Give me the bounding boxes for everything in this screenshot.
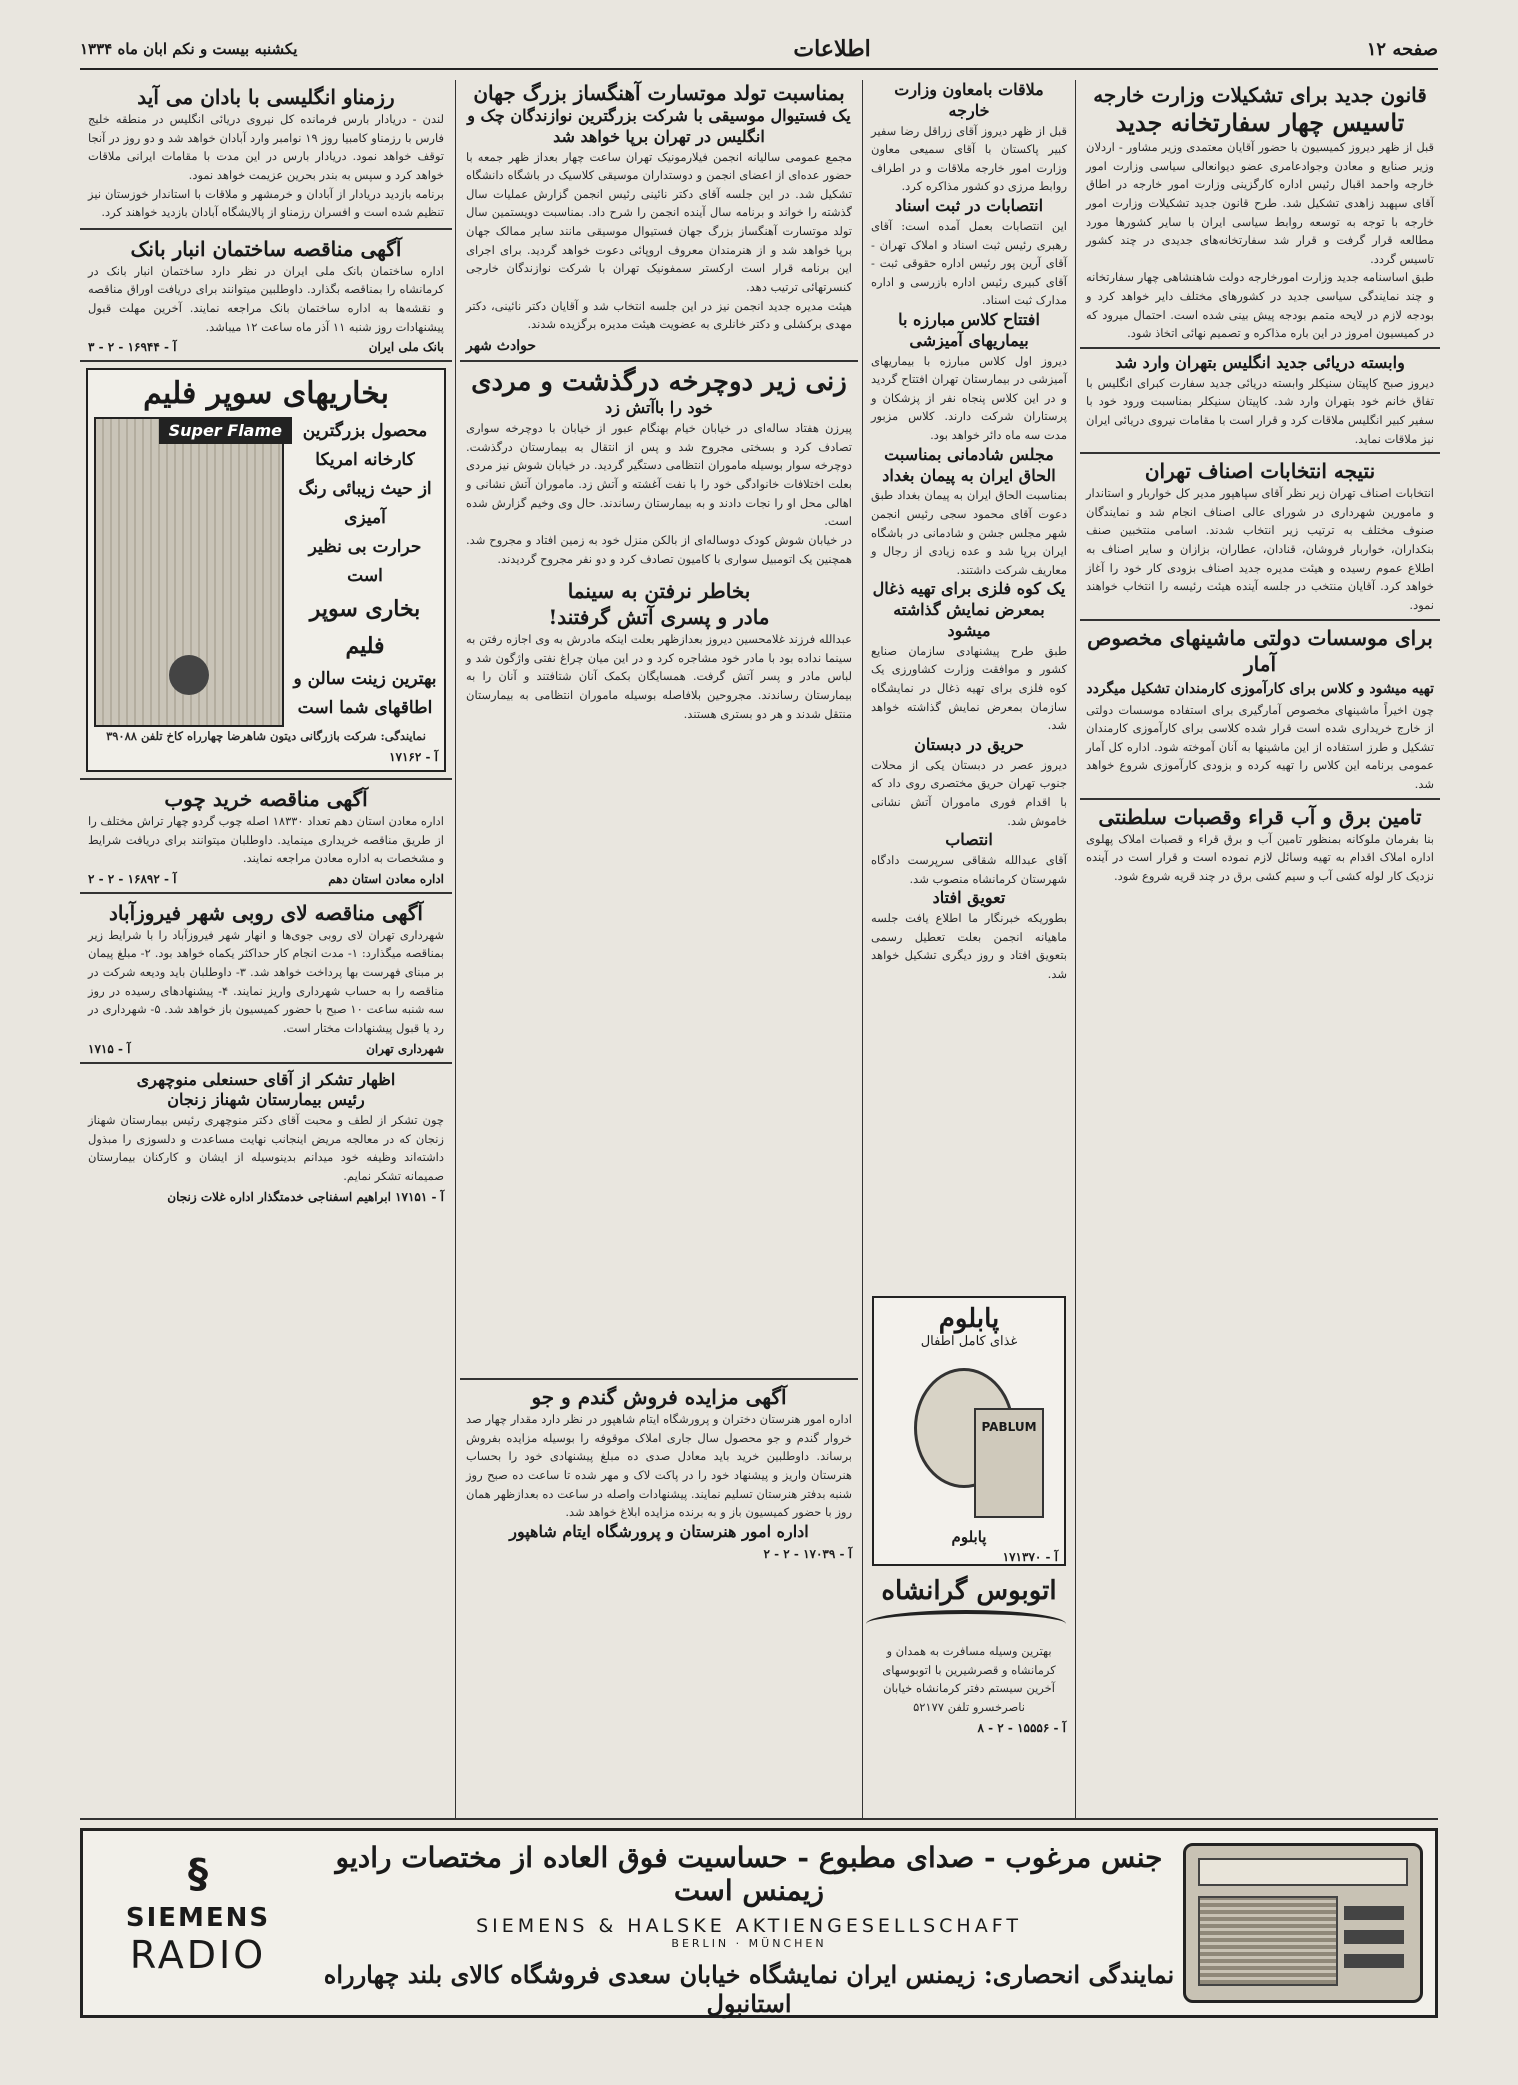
headline-guild-elections: نتیجه انتخابات اصناف تهران	[1144, 459, 1376, 484]
article-text: دیروز عصر در دبستان یکی از محلات جنوب تهران حریق مختصری روی داد که با اقدام فوری ماموران آتش نشانی خاموش شد.	[871, 757, 1067, 828]
article-text: قبل از ظهر دیروز آقای زراقل رضا سفیر کبیر پاکستان با آقای سمیعی معاون وزارت امور خارجه ملاقات و در اطراف روابط مرزی دو کشور مذاکره کرد.	[871, 123, 1067, 194]
headline-disease-class: افتتاح کلاس مبارزه با بیماریهای آمیزشی	[898, 310, 1040, 350]
section-tag: حوادث شهر	[466, 337, 536, 354]
article-text: این انتصابات بعمل آمده است: آقای رهبری رئیس ثبت اسناد و املاک تهران - آقای آرین پور رئیس اداره حقوقی ثبت - آقای کبیری رئیس اداره بازرسی و اداره مدارک ثبت اسناد.	[871, 218, 1067, 308]
column-rule	[455, 80, 456, 1820]
column-mid-right	[866, 78, 1072, 1823]
bus-ad	[866, 1570, 1072, 1752]
headline-thanks: اظهار تشکر از آقای حسنعلی منوچهری	[136, 1069, 396, 1089]
ad-ref: آ - ۱۶۸۹۲ - ۲ - ۲	[88, 871, 177, 886]
ad-ref: آ - ۱۵۵۵۶ - ۲ - ۸	[977, 1720, 1066, 1735]
pablum-brand: پابلوم	[951, 1528, 987, 1546]
siemens-radio-ad	[80, 1828, 1438, 2018]
ad-ref: آ - ۱۷۰۳۹ - ۲ - ۲	[763, 1546, 852, 1561]
headline-dredging-tender: آگهی مناقصه لای روبی شهر فیروزآباد	[109, 900, 423, 925]
pablum-ad	[866, 1290, 1072, 1572]
headline-embassies: تاسیس چهار سفارتخانه جدید	[1115, 108, 1405, 137]
headline-wood-tender: آگهی مناقصه خرید چوب	[164, 786, 368, 811]
headline-postponed: تعویق افتاد	[932, 888, 1006, 908]
headline-royal-villages: تامین برق و آب قراء وقصبات سلطنتی	[1098, 804, 1422, 829]
article-text: عبدالله فرزند غلامحسین دیروز بعدازظهر بعلت اینکه مادرش به وی اجازه رفتن به سینما نداده بود با مادر خود مشاجره کرد و در این میان چراغ نفتی واژگون شد و لباس مادر و پسر آتش گرفت. همسایگان بکمک آنان شتافتند و آنان را به بیمارستان رساندند. مجروحین بلافاصله بوسیله ماموران انتظامی به بیمارستان منتقل شدند و هر دو بستری هستند.	[466, 632, 852, 721]
headline-cinema: بخاطر نرفتن به سینما	[567, 579, 751, 604]
ad-source: اداره معادن استان دهم	[328, 871, 444, 886]
article-text: اداره امور هنرستان دختران و پرورشگاه ایتام شاهپور در نظر دارد مقدار چهار صد خروار گندم و جو محصول سال جاری املاک موقوفه را بوسیله مزایده بفروش برساند. داوطلبین خرید باید معادل صدی ده مبلغ پیشنهادی خود را بحساب هنرستان واریز و پیشنهاد خود را در پاکت لاک و مهر شده تا ساعت ده صبح روز شنبه بدفتر هنرستان تسلیم نمایند. پیشنهادات واصله در ساعت ده بعدازظهر همان روز با حضور کمیسیون باز و به برنده مزایده ابلاغ خواهد شد.	[466, 1412, 852, 1520]
headline-deputy-meeting: ملاقات بامعاون وزارت خارجه	[894, 80, 1044, 120]
heater-line: محصول بزرگترین کارخانه امریکا	[302, 421, 428, 471]
ad-signature: اداره امور هنرستان و پرورشگاه ایتام شاهپور	[509, 1521, 809, 1541]
headline-bicycle: زنی زیر دوچرخه درگذشت و مردی	[471, 366, 847, 397]
subheadline: مادر و پسری آتش گرفتند!	[548, 605, 770, 630]
radio-dial	[1198, 1858, 1408, 1886]
heater-illustration	[94, 417, 284, 727]
column-mid-left	[460, 78, 858, 1823]
heater-line: حرارت بی نظیر است	[308, 536, 422, 586]
heater-headline: بخاریهای سوپر فلیم	[143, 376, 389, 412]
article-text: دیروز اول کلاس مبارزه با بیماریهای آمیزشی در بیمارستان تهران افتتاح گردید و در این کلاس پنجاه نفر از پزشکان و پرستاران شرکت دارند. کلاس مزبور مدت سه ماه دائر خواهد بود.	[871, 353, 1067, 443]
ad-ref: آ - ۱۷۱۳۷۰	[1002, 1550, 1058, 1564]
ad-ref: آ - ۱۷۱۶۲	[389, 749, 438, 764]
headline-metal-kiln: یک کوه فلزی برای تهیه ذغال بمعرض نمایش گذاشته میشود	[872, 579, 1066, 641]
ad-source: بانک ملی ایران	[368, 340, 444, 355]
issue-date: یکشنبه بیست و نکم ابان ماه ۱۳۳۴	[80, 40, 298, 58]
article-text: چون اخیراً ماشینهای مخصوص آمارگیری برای استفاده موسسات دولتی از خارج خریداری شده است قرار شده کلاسی برای کارآموزی کارمندان تشکیل و طرز استفاده از این ماشینها به آنان آموخته شود. اداره کل آمار عمومی برنامه این کلاس را تهیه کرده و بزودی کارآموزی شروع خواهد شد.	[1086, 702, 1434, 792]
article-text: شهرداری تهران لای روبی جوی‌ها و انهار شهر فیروزآباد را با شرایط زیر بمناقصه میگذارد: ۱- مدت انجام کار حداکثر یکماه خواهد بود. ۲- مبلغ پیمان بر مبنای فهرست بها پرداخت خواهد شد. ۳- داوطلبان باید ودیعه شرکت در مناقصه را به حساب شهرداری واریز نمایند. ۴- پیشنهادهای رسیده در روز سه شنبه ساعت ۱۰ صبح با حضور کمیسیون باز خواهد شد. ۵- شهرداری در رد یا قبول پیشنهادات مختار است.	[88, 927, 444, 1035]
bus-text: بهترین وسیله مسافرت به همدان و کرمانشاه و قصرشیرین با اتوبوسهای آخرین سیستم دفتر کرمانشاه خیابان ناصرخسرو تلفن ۵۲۱۷۷	[882, 1644, 1056, 1714]
radio-button	[1344, 1906, 1404, 1920]
radio-button	[1344, 1954, 1404, 1968]
pablum-box: PABLUM	[974, 1408, 1044, 1518]
headline-foreign-ministry: قانون جدید برای تشکیلات وزارت خارجه	[1093, 83, 1427, 107]
headline-statistics-machines: برای موسسات دولتی ماشینهای مخصوص آمار	[1087, 625, 1433, 676]
page-number: صفحه ۱۲	[1366, 38, 1438, 60]
column-rule	[862, 80, 863, 1820]
headline-bank-tender: آگهی مناقصه ساختمان انبار بانک	[130, 236, 402, 261]
radio-speaker-grill	[1198, 1896, 1338, 1986]
article-text: طبق طرح پیشنهادی سازمان صنایع کشور و موافقت وزارت کشاورزی یک کوه فلزی برای تهیه ذغال در نمایشگاه سازمان بمعرض نمایش گذاشته خواهد شد.	[871, 643, 1067, 733]
wing-emblem	[866, 1610, 1066, 1638]
article-text: بطوریکه خبرنگار ما اطلاع یافت جلسه ماهیانه انجمن بعلت تعطیل رسمی بتعویق افتاد و روز دیگری تشکیل خواهد شد.	[871, 911, 1067, 981]
article-text: اداره ساختمان بانک ملی ایران در نظر دارد ساختمان انبار بانک در کرمانشاه را بمناقصه بگذارد. داوطلبین میتوانند برای دریافت اوراق مناقصه و نقشه‌ها به اداره ساختمان بانک مراجعه نمایند. آخرین مهلت قبول پیشنهادات روز شنبه ۱۱ آذر ماه ساعت ۱۲ میباشد.	[88, 263, 444, 334]
article-text: چون تشکر از لطف و محبت آقای دکتر منوچهری رئیس بیمارستان شهناز زنجان که در معالجه مریض اینجانب نهایت مساعدت و دلسوزی را مبذول داشته‌اند وظیفه خود میدانم بدینوسیله از ایشان و کارکنان بیمارستان صمیمانه تشکر نمایم.	[88, 1113, 444, 1183]
pablum-subtitle: غذای کامل اطفال	[920, 1334, 1018, 1349]
siemens-wordmark: SIEMENS	[125, 1903, 271, 1933]
subheadline: رئیس بیمارستان شهناز زنجان	[167, 1090, 365, 1110]
bus-title: اتوبوس گرانشاه	[881, 1576, 1057, 1606]
article-text: اداره معادن استان دهم تعداد ۱۸۳۳۰ اصله چوب گردو چهار تراش مختلف را از طریق مناقصه خریداری مینماید. داوطلبان میتوانند برای دریافت شرایط و مشخصات به اداره معادن مراجعه نمایند.	[88, 813, 444, 866]
headline-cruiser: رزمناو انگلیسی با بادان می آید	[137, 85, 395, 109]
radio-wordmark: RADIO	[129, 1933, 267, 1977]
article-text: در خیابان شوش کودک دوساله‌ای از بالکن منزل خود به زمین افتاد و مجروح شد. همچنین یک اتومبیل سواری با کامیون تصادف کرد و دو نفر مجروح گردیدند.	[466, 532, 852, 566]
headline-registry-appointments: انتصابات در ثبت اسناد	[894, 196, 1044, 216]
siemens-logo	[93, 1841, 303, 2011]
ad-signature: آ - ۱۷۱۵۱ ابراهیم اسفناجی خدمتگذار اداره غلات زنجان	[167, 1189, 444, 1204]
column-right	[1080, 78, 1440, 1823]
article-text: طبق اساسنامه جدید وزارت امورخارجه دولت شاهنشاهی چهار سفارتخانه و چند نمایندگی سیاسی جدید در کشورهای مختلف دایر خواهد کرد و بودجه لازم در لایحه متمم بودجه پیش بینی شده است. احتمال میرود که در کمیسیون امروز در این باره مذاکره و تصمیم نهائی اتخاذ شود.	[1086, 270, 1434, 341]
article-text: بمناسبت الحاق ایران به پیمان بغداد طبق دعوت آقای محمود سجی رئیس انجمن شهر مجلس جشن و شادمانی در باشگاه ایران برپا شد و عده زیادی از رجال و معاریف شرکت داشتند.	[871, 488, 1067, 577]
headline-mozart: بمناسبت تولد موتسارت آهنگساز بزرگ جهان	[473, 81, 845, 105]
heater-dealer: نمایندگی: شرکت بازرگانی دیتون شاهرضا چهارراه کاخ تلفن ۳۹۰۸۸	[106, 729, 426, 744]
grain-auction-ad	[460, 1378, 858, 1565]
newspaper-name: اطلاعات	[793, 36, 871, 62]
section-rule	[80, 1818, 1438, 1820]
heater-line: بهترین زینت سالن و	[293, 669, 437, 690]
article-text: انتخابات اصناف تهران زیر نظر آقای سپاهپور مدیر کل خواربار و استاندار و مامورین شهرداری در شورای عالی اصناف انجام شد و نمایندگان صنوف مختلف به ترتیب زیر انتخاب شدند. اسامی منتخبین صنف بنکداران، خواربار فروشان، قنادان، عطاران، بزازان و سایر اصناف به اطلاع عموم رسیده و هیئت مدیره جدید اصناف بزودی کار خود را آغاز خواهد کرد. آقایان منتخب در جلسه آینده هیئت رئیسه را انتخاب خواهند نمود.	[1086, 486, 1434, 612]
ad-source: شهرداری تهران	[366, 1041, 444, 1056]
subheadline: تهیه میشود و کلاس برای کارآموزی کارمندان تشکیل میگردد	[1086, 680, 1434, 697]
headline-naval-attache: وابسته دریائی جدید انگلیس بتهران وارد شد	[1115, 352, 1405, 372]
heater-knob	[169, 655, 209, 695]
siemens-cities: BERLIN · MÜNCHEN	[671, 1937, 827, 1950]
heater-line: اطاقهای شما است	[297, 698, 433, 719]
column-rule	[1075, 80, 1076, 1820]
radio-illustration	[1183, 1843, 1423, 2003]
super-flame-logo: Super Flame	[159, 417, 292, 444]
headline-music-festival: یک فستیوال موسیقی با شرکت بزرگترین نوازندگان چک و انگلیس در تهران برپا خواهد شد	[467, 106, 851, 146]
article-text: لندن - دریادار بارس فرمانده کل نیروی دریائی انگلیس در منطقه خلیج فارس با رزمناو کامبیا روز ۱۹ نوامبر وارد آبادان خواهد شد و دو روز در آنجا توقف خواهد نمود. دریادار بارس در این مدت با مقامات ایرانی ملاقات خواهد کرد و سپس به بندر بحرین عزیمت خواهد نمود.	[88, 112, 444, 182]
headline-appointment: انتصاب	[945, 830, 993, 850]
pablum-title: پابلوم	[938, 1304, 1000, 1334]
headline-grain-auction: آگهی مزایده فروش گندم و جو	[531, 1385, 787, 1409]
article-text: قبل از ظهر دیروز کمیسیون با حضور آقایان معتمدی وزیر مشاور - اردلان وزیر صنایع و معادن وجوادعامری عضو دیوانعالی سیاسی وزارت امور خارجه واحمد اقبال رئیس اداره کارگزینی وزارت امور خارجه در اطاق آقای سپهبد زاهدی تشکیل شد. طرح قانون جدید تشکیلات وزارت امور خارجه با توجه به توسعه روابط سیاسی ایران با سایر کشورها مورد مطالعه قرار گرفت و قرار شد سفارتخانه‌های جدیدی در چند کشور تاسیس گردد.	[1086, 140, 1434, 266]
heater-line: بخاری سوپر فلیم	[309, 595, 421, 659]
siemens-company: SIEMENS & HALSKE AKTIENGESELLSCHAFT	[476, 1915, 1022, 1937]
headline-school-fire: حریق در دبستان	[914, 734, 1024, 754]
article-text: پیرزن هفتاد ساله‌ای در خیابان خیام بهنگام عبور از خیابان با دوچرخه سواری تصادف کرد و بسختی مجروح شد و پس از انتقال به بیمارستان درگذشت. دوچرخه سوار بوسیله ماموران انتظامی دستگیر گردید. در خیابان شوش نیز مردی بعلت اختلافات خانوادگی خود را با نفت آغشته و آتش زد. ماموران آتش نشانی و اهالی محل او را نجات دادند و به بیمارستان رساندند. حال وی وخیم گزارش شده است.	[466, 421, 852, 529]
ad-ref: آ - ۱۷۱۵	[88, 1041, 131, 1056]
article-text: مجمع عمومی سالیانه انجمن فیلارمونیک تهران ساعت چهار بعداز ظهر جمعه با حضور عده‌ای از اعضای انجمن و دوستداران موسیقی کلاسیک در باشگاه دانشگاه تشکیل شد. در این جلسه آقای دکتر نائینی رئیس انجمن گزارش عملیات سال گذشته را خواند و برنامه سال آینده انجمن را شرح داد. بمناسبت دویستمین سال تولد موتسارت آهنگساز بزرگ جهان فستیوال موسیقی مانند سایر ممالک جهان برپا خواهد شد و از هنرمندان معروف اروپائی دعوت خواهد گردید. برای اجرای این برنامه قرار است ارکستر سمفونیک تهران با شرکت نوازندگان خارجی کنسرتهائی ترتیب دهد.	[466, 149, 852, 294]
heater-line: از حیث زیبائی رنگ آمیزی	[298, 479, 432, 528]
radio-button	[1344, 1930, 1404, 1944]
ad-ref: آ - ۱۶۹۴۴ - ۲ - ۳	[88, 340, 177, 355]
super-flame-ad	[86, 368, 446, 772]
siemens-agent: نمایندگی انحصاری: زیمنس ایران نمایشگاه خیابان سعدی فروشگاه کالای بلند چهارراه استانبول	[323, 1960, 1175, 2018]
article-text: آقای عبدالله شقاقی سرپرست دادگاه شهرستان کرمانشاه منصوب شد.	[871, 853, 1067, 886]
article-text: بنا بفرمان ملوکانه بمنظور تامین آب و برق قراء و قصبات املاک پهلوی اداره املاک اقدام به تهیه وسائل لازم نموده است و قرار است در آینده نزدیک کار لوله کشی آب و سیم کشی برق در چند قریه شروع شود.	[1086, 831, 1434, 883]
subheadline: خود را باآتش زد	[605, 398, 713, 418]
article-text: هیئت مدیره جدید انجمن نیز در این جلسه انتخاب شد و آقایان دکتر نائینی، دکتر مهدی برکشلی و دکتر خانلری به عضویت هیئت مدیره برگزیده شدند.	[466, 298, 852, 332]
headline-baghdad-pact: مجلس شادمانی بمناسبت الحاق ایران به پیمان بغداد	[882, 444, 1056, 485]
column-left	[80, 78, 452, 1823]
siemens-emblem-icon: §	[188, 1851, 208, 1897]
article-text: برنامه بازدید دریادار از آبادان و خرمشهر و ملاقات با استاندار خوزستان نیز تنظیم شده است و افسران رزمناو از پالایشگاه آبادان بازدید خواهند کرد.	[88, 186, 444, 220]
masthead	[80, 30, 1438, 70]
article-text: دیروز صبح کاپیتان سنیکلر وابسته دریائی جدید سفارت کبرای انگلیس با تفاق خانم خود بتهران وارد شد. کاپیتان سنیکلر بمناسبت ورود خود با سفیر کبیر انگلیس ملاقات کرد و قرار است با مقامات نیروی دریائی ایران نیز ملاقات نماید.	[1086, 375, 1434, 446]
siemens-slogan: جنس مرغوب - صدای مطبوع - حساسیت فوق العاده از مختصات رادیو زیمنس است	[335, 1841, 1163, 1907]
